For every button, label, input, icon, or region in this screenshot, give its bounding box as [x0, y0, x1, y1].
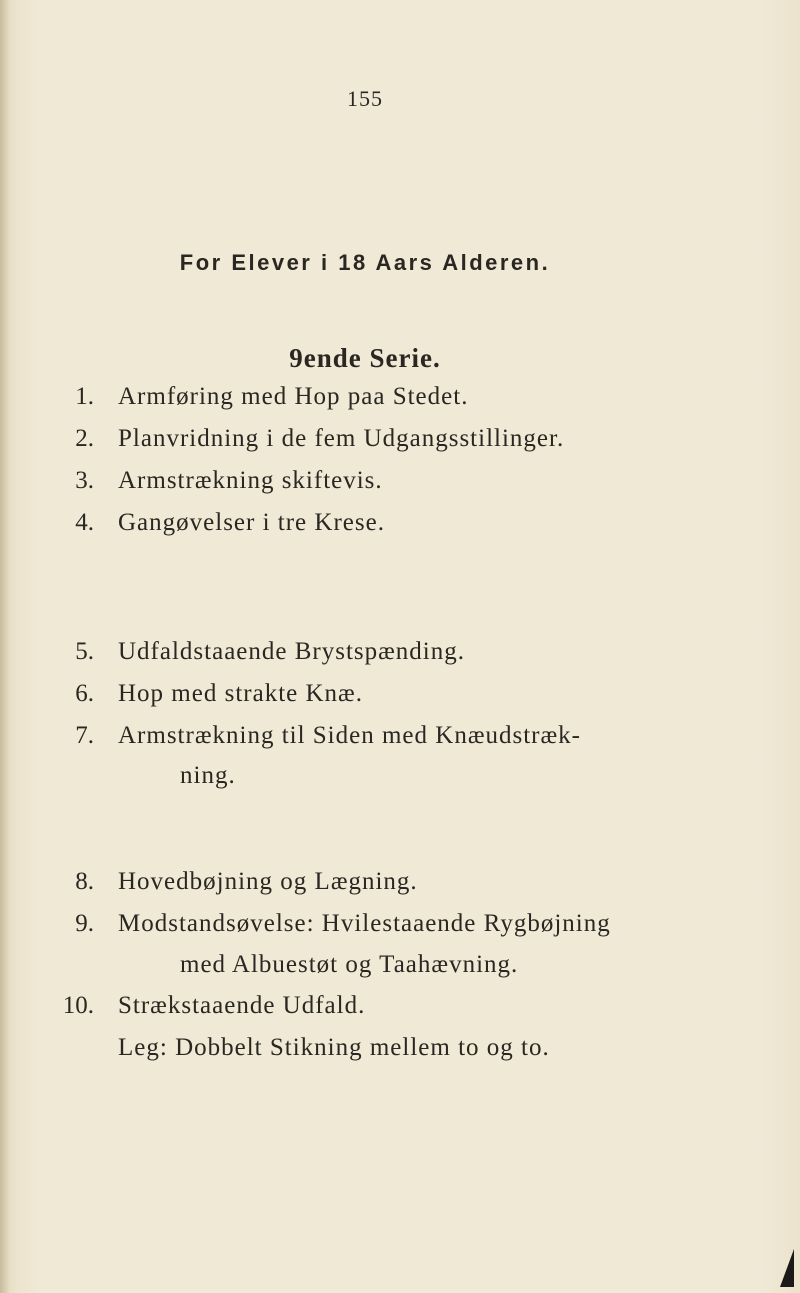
item-text: Planvridning i de fem Udgangsstillinger.	[118, 425, 565, 452]
item-number: 7.	[75, 722, 94, 749]
item-number: 1.	[75, 383, 94, 410]
item-number: 6.	[75, 680, 94, 707]
page-number: 155	[347, 86, 383, 111]
item-text: Udfaldstaaende Brystspænding.	[118, 638, 466, 665]
item-number: 2.	[75, 425, 94, 452]
item-text: Hop med strakte Knæ.	[118, 680, 363, 707]
corner-mark	[780, 1249, 794, 1287]
item-number: 3.	[75, 467, 94, 494]
item-number: 4.	[75, 509, 94, 536]
item-text: Hovedbøjning og Lægning.	[118, 868, 418, 895]
section-heading: For Elever i 18 Aars Alderen.	[179, 250, 551, 275]
series-title: 9ende Serie.	[289, 343, 441, 373]
item-text: Modstandsøvelse: Hvilestaaende Rygbøjning	[118, 910, 611, 937]
item-text: Armstrækning til Siden med Knæudstræk-	[118, 722, 581, 749]
leg-line: Leg: Dobbelt Stikning mellem to og to.	[118, 1034, 550, 1061]
page-gutter-shadow	[0, 0, 10, 1293]
item-text: Armføring med Hop paa Stedet.	[118, 383, 469, 410]
item-continuation: ning.	[180, 762, 236, 789]
item-text: Gangøvelser i tre Krese.	[118, 509, 385, 536]
item-text: Armstrækning skiftevis.	[118, 467, 383, 494]
item-number: 9.	[75, 910, 94, 937]
item-number: 5.	[75, 638, 94, 665]
item-continuation: med Albuestøt og Taahævning.	[180, 951, 519, 978]
item-number: 8.	[75, 868, 94, 895]
item-number: 10.	[62, 992, 94, 1019]
item-text: Strækstaaende Udfald.	[118, 992, 366, 1019]
